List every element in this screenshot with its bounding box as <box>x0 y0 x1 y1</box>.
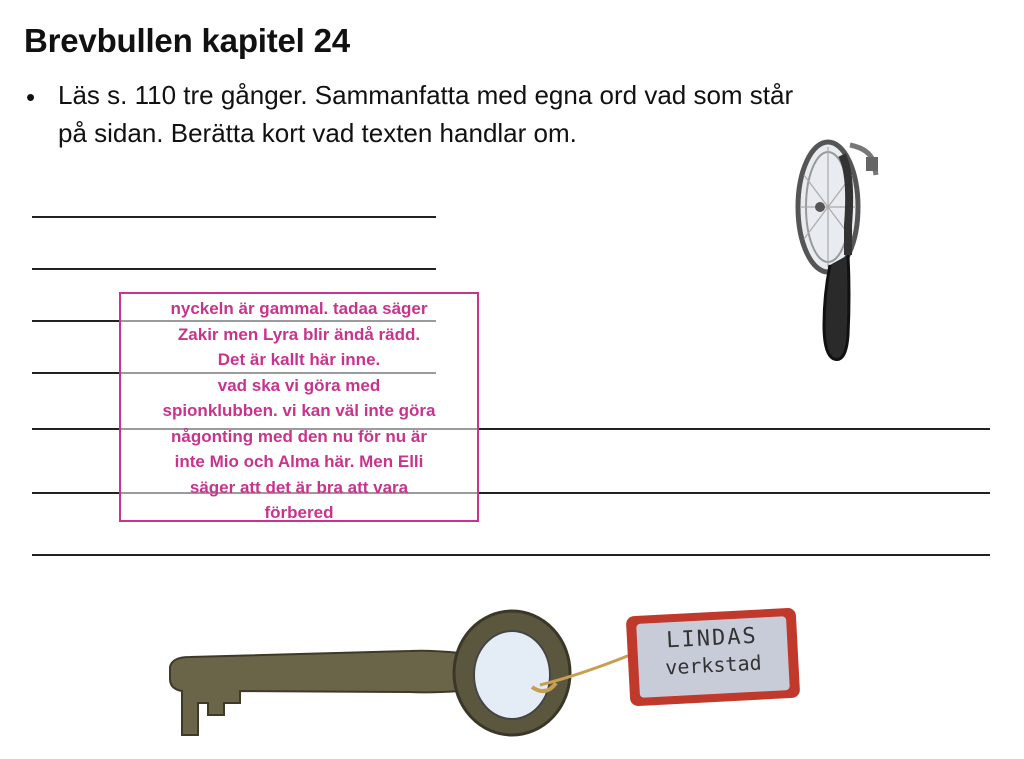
writing-line-7 <box>32 554 990 556</box>
instruction-line-1: Läs s. 110 tre gånger. Sammanfatta med egna ord vad som står <box>58 80 794 110</box>
answer-line: vad ska vi göra med <box>217 375 381 395</box>
answer-line: säger att det är bra att vara <box>189 477 409 497</box>
tag-label <box>626 608 800 707</box>
tag-inner <box>636 616 790 698</box>
page-title: Brevbullen kapitel 24 <box>24 22 350 59</box>
tag-line-2: verkstad <box>664 650 763 680</box>
answer-line: förbered <box>264 503 334 522</box>
bicycle-icon <box>790 135 890 365</box>
answer-line: spionklubben. vi kan väl inte göra <box>162 401 436 420</box>
tag-line-1: LINDAS <box>665 623 759 654</box>
instruction-line-2: på sidan. Berätta kort vad texten handlar om. <box>58 118 577 148</box>
writing-line-1 <box>32 216 436 218</box>
answer-text-box[interactable] <box>119 292 479 522</box>
answer-line: nyckeln är gammal. tadaa säger <box>170 299 428 318</box>
writing-line-2 <box>32 268 436 270</box>
answer-line: inte Mio och Alma här. Men Elli <box>174 452 424 471</box>
answer-line: Det är kallt här inne. <box>217 350 381 369</box>
answer-line: någonting med den nu för nu är <box>171 426 427 446</box>
answer-line: Zakir men Lyra blir ändå rädd. <box>177 324 421 344</box>
bullet-marker: • <box>26 82 36 112</box>
